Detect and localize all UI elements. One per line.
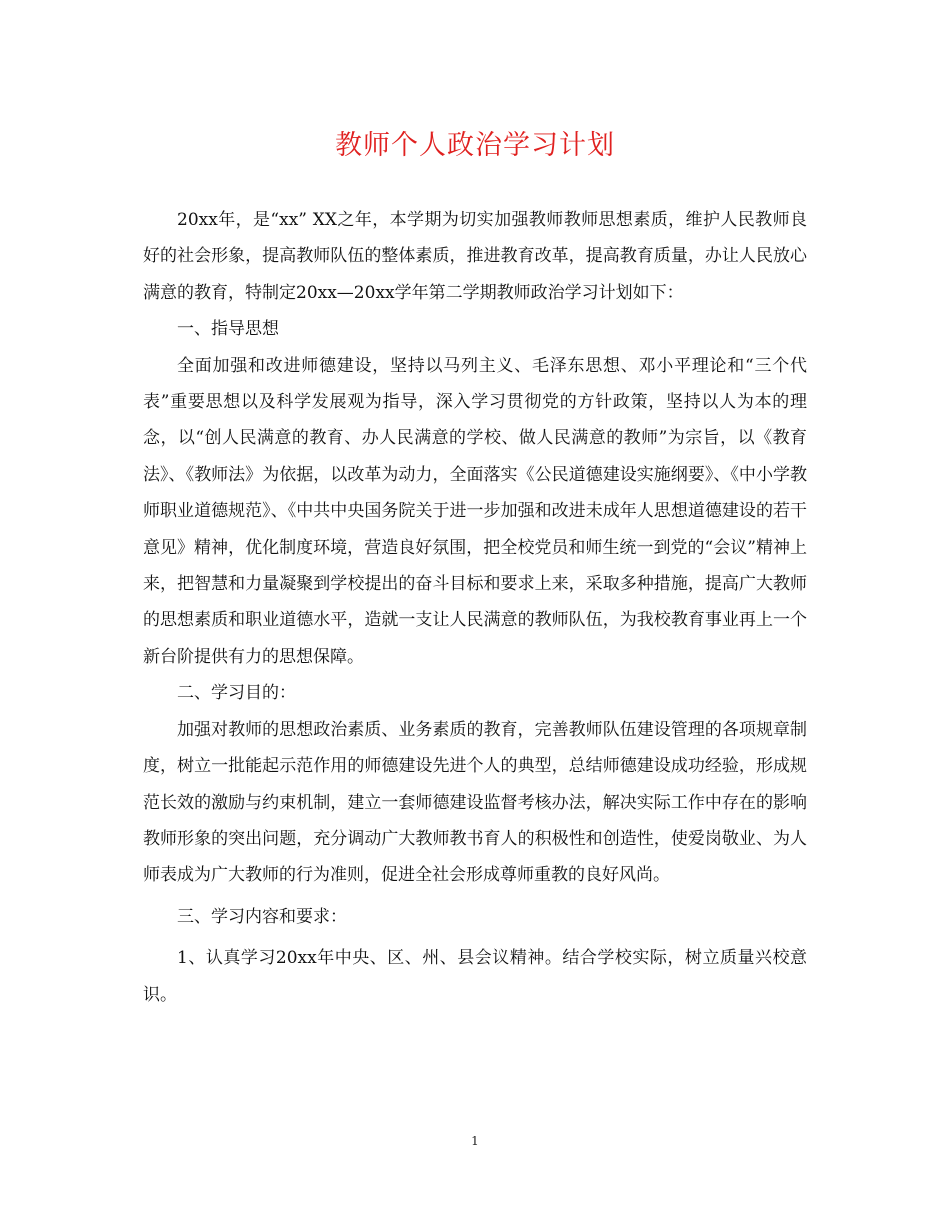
page-number: 1 bbox=[471, 1134, 479, 1148]
section-heading-study-purpose: 二、学习目的： bbox=[177, 683, 296, 704]
document-title: 教师个人政治学习计划 bbox=[335, 130, 615, 161]
study-purpose-paragraph: 加强对教师的思想政治素质、业务素质的教育，完善教师队伍建设管理的各项规章制度，树立一批能起示范作用的师德建设先进个人的典型，总结师德建设成功经验，形成规范长效的激励与约束机制，建立一套师德建设监督考核办法，解决实际工作中存在的影响教师形象的突出问题，充分调动广大教师教书育人的积极性和创造性，使爱岗敬业、为人师表成为广大教师的行为准则，促进全社会形成尊师重教的良好风尚。 bbox=[143, 719, 807, 886]
guiding-ideology-paragraph: 全面加强和改进师德建设，坚持以马列主义、毛泽东思想、邓小平理论和“三个代表”重要思想以及科学发展观为指导，深入学习贯彻党的方针政策，坚持以人为本的理念，以“创人民满意的教育、办人民满意的学校、做人民满意的教师”为宗旨，以《教育法》、《教师法》为依据，以改革为动力，全面落实《公民道德建设实施纲要》、《中小学教师职业道德规范》、《中共中央国务院关于进一步加强和改进未成年人思想道德建设的若干意见》精神，优化制度环境，营造良好氛围，把全校党员和师生统一到党的“会议”精神上来，把智慧和力量凝聚到学校提出的奋斗目标和要求上来，采取多种措施，提高广大教师的思想素质和职业道德水平，造就一支让人民满意的教师队伍，为我校教育事业再上一个新台阶提供有力的思想保障。 bbox=[143, 355, 807, 667]
document-body bbox=[143, 202, 807, 1013]
section-heading-study-content: 三、学习内容和要求： bbox=[177, 906, 347, 927]
intro-paragraph: 20xx年，是“xx” XX之年，本学期为切实加强教师教师思想素质，维护人民教师良好的社会形象，提高教师队伍的整体素质，推进教育改革，提高教育质量，办让人民放心满意的教育，特制定20xx—20xx学年第二学期教师政治学习计划如下： bbox=[143, 210, 807, 303]
section-heading-guiding-ideology: 一、指导思想 bbox=[177, 319, 279, 340]
study-content-item-1: 1、认真学习20xx年中央、区、州、县会议精神。结合学校实际，树立质量兴校意识。 bbox=[143, 948, 807, 1005]
